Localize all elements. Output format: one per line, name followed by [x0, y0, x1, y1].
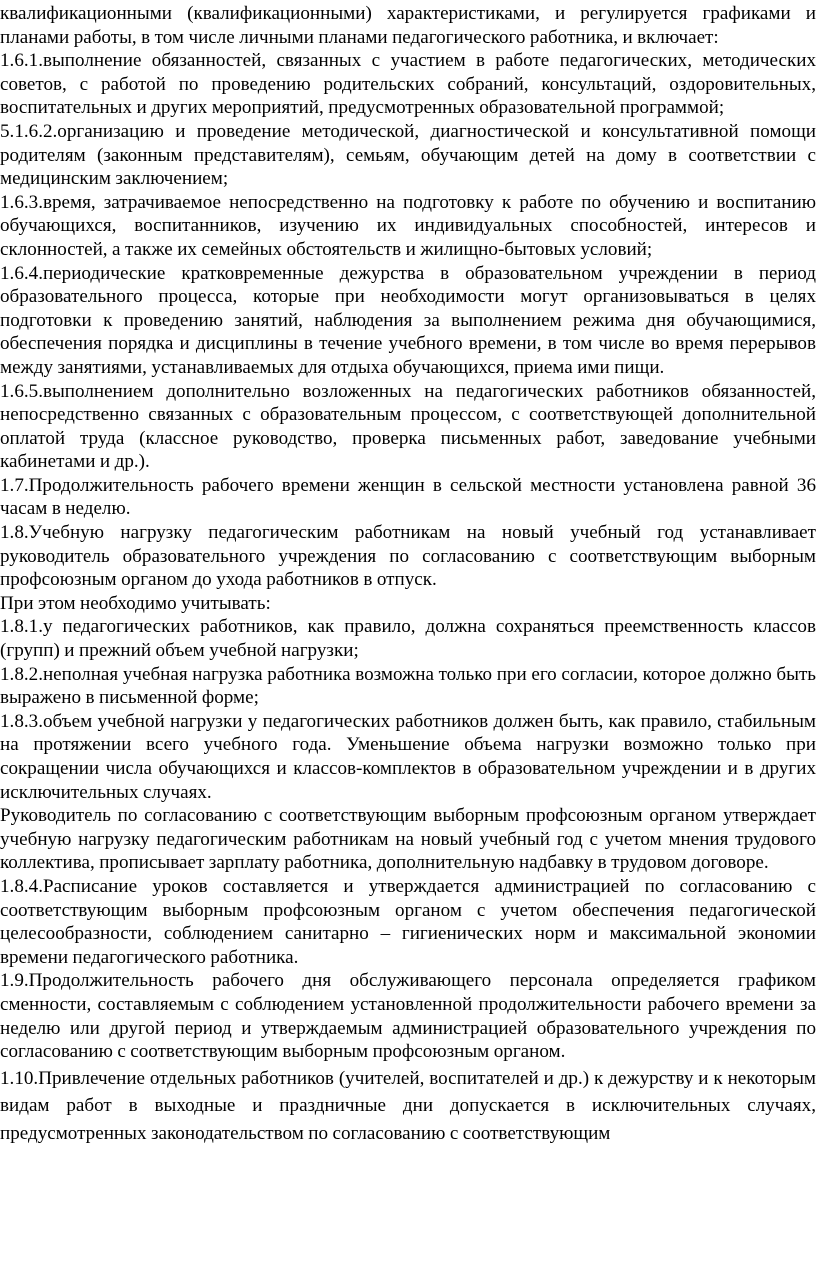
paragraph-1-6-5: 1.6.5.выполнением дополнительно возложенных на педагогических работников обязанностей, непосредственно связанных с образовательным процессом, с соответствующей дополнительной оплатой труда (классное руководство, проверка письменных работ, заведование учебными кабинетами и др.). [0, 380, 816, 473]
paragraph-1-6-3: 1.6.3.время, затрачиваемое непосредственно на подготовку к работе по обучению и воспитанию обучающихся, воспитанников, изучению их индивидуальных способностей, интересов и склонностей, а также их семейных обстоятельств и жилищно-бытовых условий; [0, 191, 816, 260]
paragraph-head-approves: Руководитель по согласованию с соответствующим выборным профсоюзным органом утверждает учебную нагрузку педагогическим работникам на новый учебный год с учетом мнения трудового коллектива, прописывает зарплату работника, дополнительную надбавку в трудовом договоре. [0, 805, 816, 874]
paragraph-consider: При этом необходимо учитывать: [0, 592, 271, 614]
document-page [0, 2, 816, 1147]
paragraph-1-8-2: 1.8.2.неполная учебная нагрузка работника возможна только при его согласии, которое должно быть выражено в письменной форме; [0, 663, 816, 709]
paragraph-1-8-4: 1.8.4.Расписание уроков составляется и утверждается администрацией по согласованию с соответствующим выборным профсоюзным органом с учетом обеспечения педагогической целесообразности, соблюдением санитарно – гигиенических норм и максимальной экономии времени педагогического работника. [0, 875, 816, 968]
paragraph-1-10: 1.10.Привлечение отдельных работников (учителей, воспитателей и др.) к дежурству и к некоторым видам работ в выходные и праздничные дни допускается в исключительных случаях, предусмотренных законодательством по согласованию с соответствующим [0, 1067, 816, 1144]
paragraph-5-1-6-2: 5.1.6.2.организацию и проведение методической, диагностической и консультативной помощи родителям (законным представителям), семьям, обучающим детей на дому в соответствии с медицинским заключением; [0, 120, 816, 190]
paragraph-1-6-4: 1.6.4.периодические кратковременные дежурства в образовательном учреждении в период образовательного процесса, которые при необходимости могут организовываться в целях подготовки к проведению занятий, наблюдения за выполнением режима дня обучающимися, обеспечения порядка и дисциплины в течение учебного времени, в том числе во время перерывов между занятиями, устанавливаемых для отдыха обучающихся, приема ими пищи. [0, 262, 816, 378]
paragraph-1-8-3: 1.8.3.объем учебной нагрузки у педагогических работников должен быть, как правило, стабильным на протяжении всего учебного года. Уменьшение объема нагрузки возможно только при сокращении числа обучающихся и классов-комплектов в образовательном учреждении и в других исключительных случаях. [0, 710, 816, 803]
paragraph-intro: квалификационными (квалификационными) характеристиками, и регулируется графиками и планами работы, в том числе личными планами педагогического работника, и включает: [0, 3, 816, 48]
paragraph-1-8-1: 1.8.1.у педагогических работников, как правило, должна сохраняться преемственность классов (групп) и прежний объем учебной нагрузки; [0, 616, 816, 662]
paragraph-1-7: 1.7.Продолжительность рабочего времени женщин в сельской местности установлена равной 36 часам в неделю. [0, 474, 816, 520]
paragraph-1-6-1: 1.6.1.выполнение обязанностей, связанных с участием в работе педагогических, методических советов, с работой по проведению родительских собраний, консультаций, оздоровительных, воспитательных и других мероприятий, предусмотренных образовательной программой; [0, 50, 816, 119]
paragraph-1-9: 1.9.Продолжительность рабочего дня обслуживающего персонала определяется графиком сменности, составляемым с соблюдением установленной продолжительности рабочего времени за неделю или другой период и утверждаемым администрацией образовательного учреждения по согласованию с соответствующим выборным профсоюзным органом. [0, 970, 816, 1063]
paragraph-1-8: 1.8.Учебную нагрузку педагогическим работникам на новый учебный год устанавливает руководитель образовательного учреждения по согласованию с соответствующим выборным профсоюзным органом до ухода работников в отпуск. [0, 522, 816, 591]
